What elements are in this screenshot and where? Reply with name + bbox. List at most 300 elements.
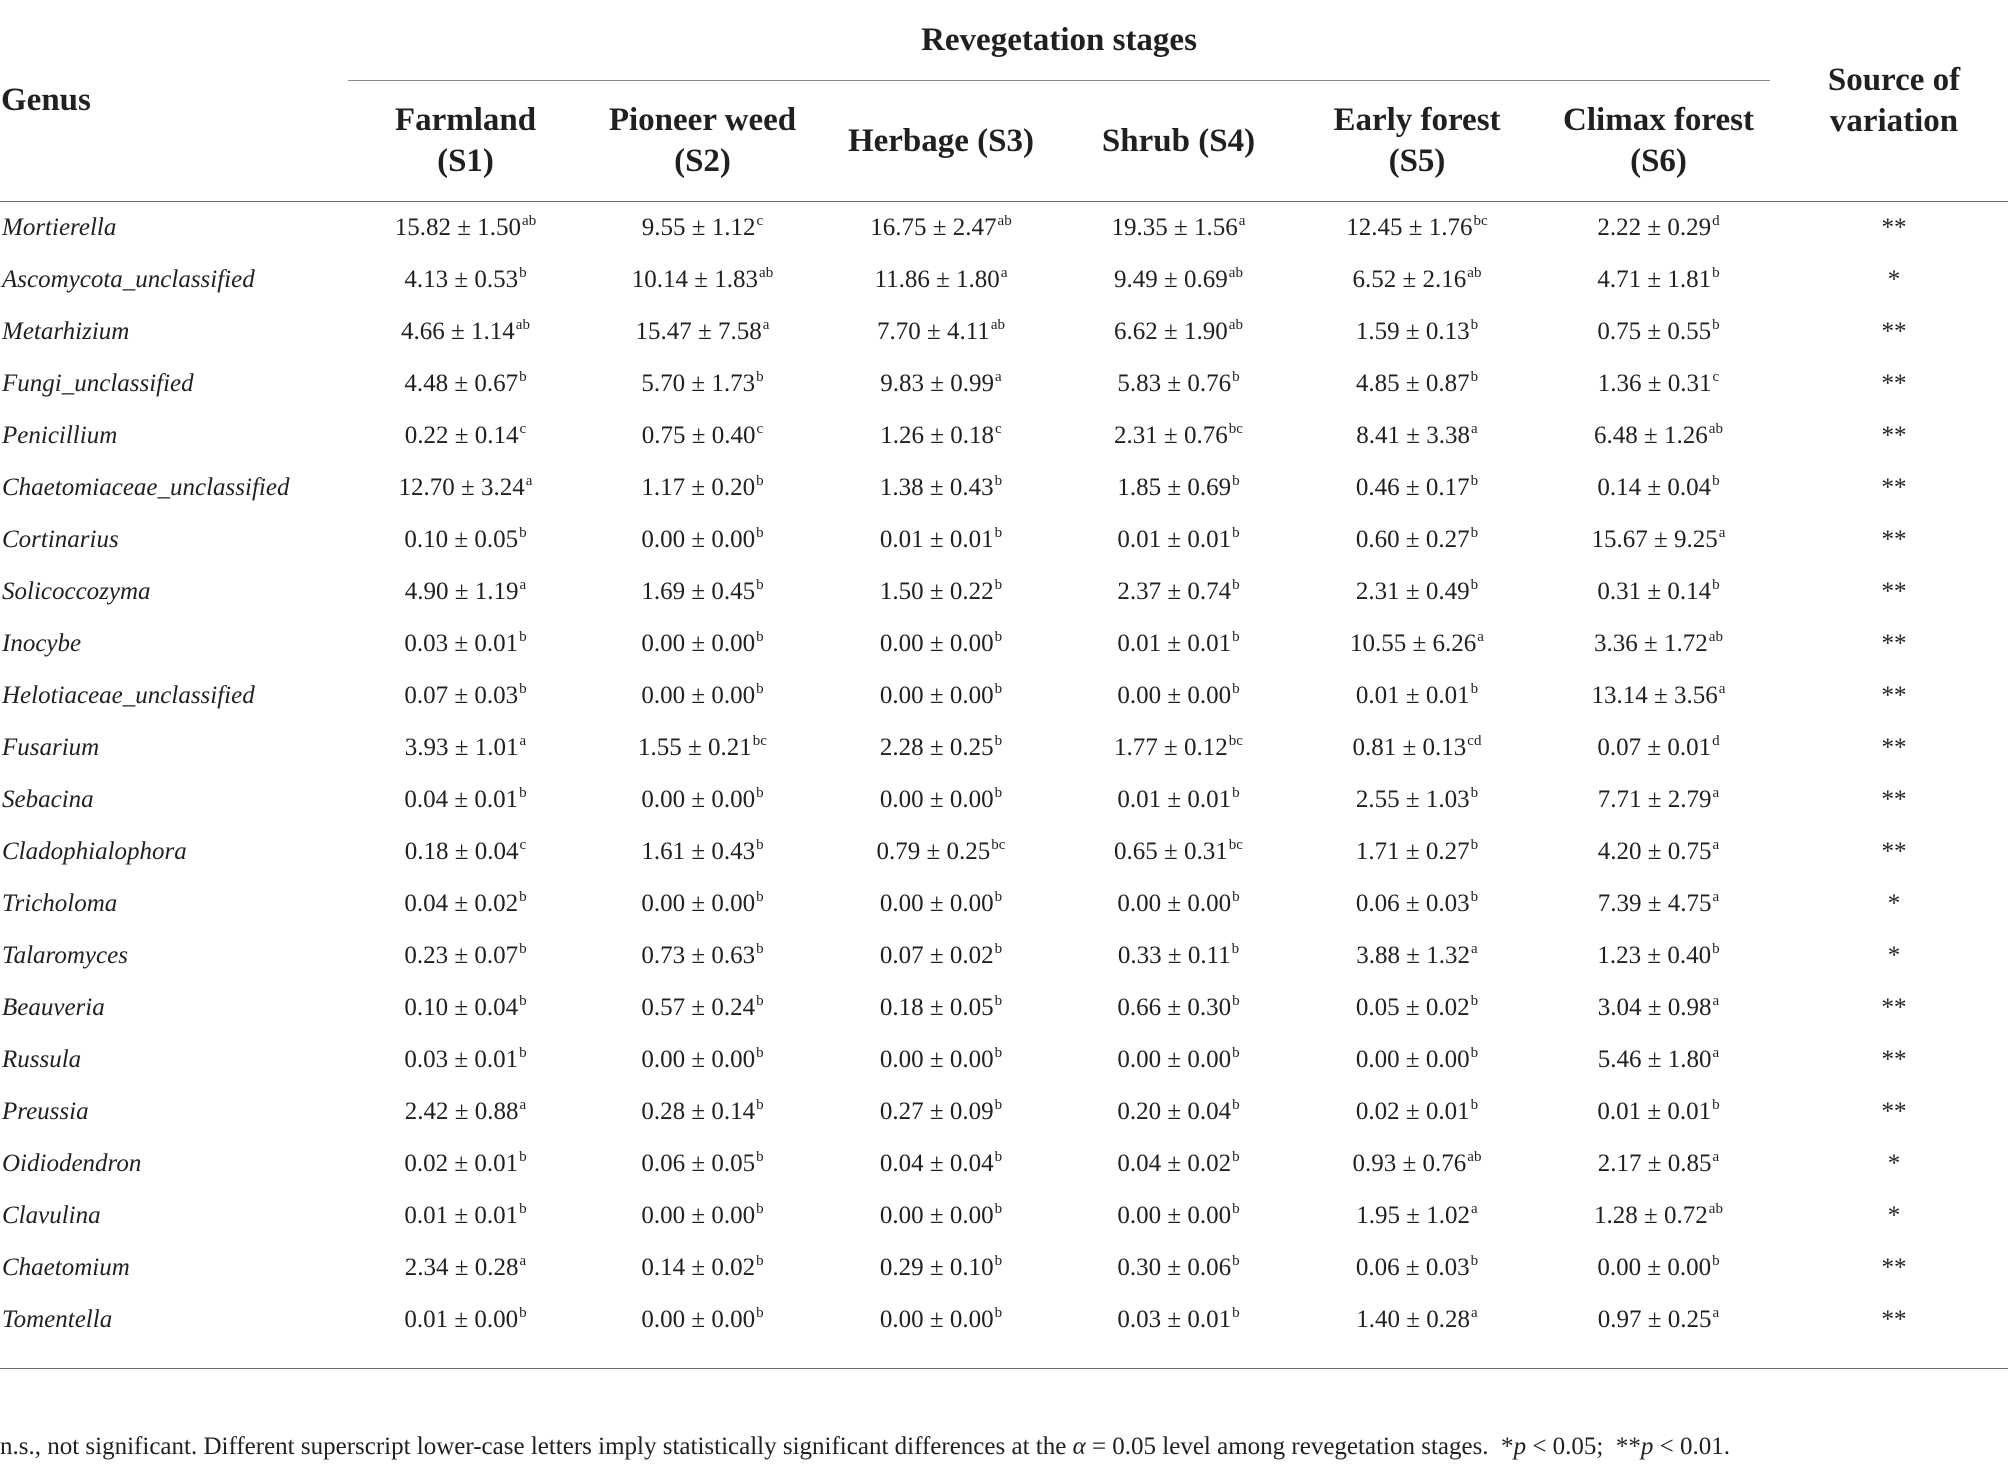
footnote-p-symbol: p: [1640, 1433, 1654, 1460]
significance-letter: b: [1232, 785, 1240, 801]
genus-cell: Chaetomium: [2, 1254, 130, 1281]
value-cell-s4: [1060, 878, 1297, 930]
source-of-variation-cell: *: [1887, 1150, 1901, 1177]
table-row: [0, 410, 2008, 462]
mean-se-value: 0.04 ± 0.02: [1117, 1150, 1232, 1177]
value-cell-s2: [583, 358, 822, 410]
footnote-text: < 0.01.: [1653, 1433, 1730, 1460]
mean-se-value: 0.27 ± 0.09: [879, 1098, 994, 1125]
value-cell-s6: [1537, 878, 1780, 930]
value-cell-s6: [1537, 462, 1780, 514]
value-cell-s5: [1297, 566, 1537, 618]
significance-letter: b: [1712, 1097, 1720, 1113]
significance-letter: b: [1712, 941, 1720, 957]
value-cell-s4: [1060, 254, 1297, 306]
mean-se-value: 0.00 ± 0.00: [879, 1306, 994, 1333]
significance-letter: b: [994, 577, 1003, 593]
mean-se-value: 0.20 ± 0.04: [1117, 1098, 1232, 1125]
value-cell-s1: [348, 254, 583, 306]
mean-se-value: 0.05 ± 0.02: [1355, 994, 1470, 1021]
value-cell-s1: [348, 1034, 583, 1086]
significance-letter: b: [1470, 1045, 1479, 1061]
mean-se-value: 0.00 ± 0.00: [879, 1046, 994, 1073]
mean-se-value: 1.85 ± 0.69: [1117, 474, 1232, 501]
significance-letter: b: [1232, 1201, 1240, 1217]
genus-cell: Sebacina: [2, 786, 94, 813]
mean-se-value: 2.22 ± 0.29: [1597, 214, 1712, 241]
value-cell-s4: [1060, 826, 1297, 878]
significance-letter: c: [995, 421, 1002, 437]
mean-se-value: 0.06 ± 0.03: [1355, 890, 1470, 917]
significance-letter: ab: [1708, 1201, 1723, 1217]
significance-letter: b: [1232, 1253, 1240, 1269]
significance-letter: a: [525, 473, 533, 489]
source-of-variation-cell: *: [1887, 942, 1901, 969]
significance-letter: b: [1470, 1253, 1479, 1269]
mean-se-value: 0.06 ± 0.03: [1355, 1254, 1470, 1281]
mean-se-value: 4.71 ± 1.81: [1597, 266, 1712, 293]
genus-cell: Oidiodendron: [2, 1150, 142, 1177]
value-cell-s1: [348, 670, 583, 722]
significance-letter: b: [994, 1253, 1003, 1269]
significance-letter: b: [756, 1149, 764, 1165]
mean-se-value: 10.55 ± 6.26: [1350, 630, 1477, 657]
significance-letter: b: [756, 785, 764, 801]
significance-letter: a: [1712, 1305, 1720, 1321]
value-cell-s6: [1537, 722, 1780, 774]
significance-letter: b: [756, 1253, 764, 1269]
value-cell-s2: [583, 1190, 822, 1242]
genus-cell: Tricholoma: [2, 890, 118, 917]
value-cell-s5: [1297, 774, 1537, 826]
genus-cell: Mortierella: [2, 214, 117, 241]
mean-se-value: 0.00 ± 0.00: [879, 1202, 994, 1229]
significance-letter: ab: [515, 317, 530, 333]
value-cell-s2: [583, 1034, 822, 1086]
value-cell-s3: [822, 826, 1060, 878]
mean-se-value: 1.23 ± 0.40: [1597, 942, 1712, 969]
value-cell-s4: [1060, 1242, 1297, 1294]
value-cell-s4: [1060, 670, 1297, 722]
mean-se-value: 1.95 ± 1.02: [1356, 1202, 1471, 1229]
source-of-variation-cell: **: [1881, 1098, 1907, 1125]
stage-header-line2: (S2): [674, 143, 731, 179]
significance-letter: c: [519, 421, 527, 437]
mean-se-value: 0.57 ± 0.24: [641, 994, 756, 1021]
significance-letter: a: [1718, 681, 1726, 697]
mean-se-value: 7.39 ± 4.75: [1597, 890, 1712, 917]
value-cell-s3: [822, 670, 1060, 722]
value-cell-s3: [822, 982, 1060, 1034]
mean-se-value: 0.00 ± 0.00: [641, 526, 756, 553]
mean-se-value: 0.06 ± 0.05: [641, 1150, 756, 1177]
mean-se-value: 2.37 ± 0.74: [1117, 578, 1232, 605]
significance-letter: b: [519, 681, 527, 697]
mean-se-value: 0.01 ± 0.01: [879, 526, 994, 553]
significance-letter: bc: [1228, 837, 1243, 853]
source-of-variation-cell: **: [1881, 474, 1907, 501]
source-of-variation-cell: **: [1881, 318, 1907, 345]
source-header-line2: variation: [1829, 102, 1959, 139]
mean-se-value: 4.20 ± 0.75: [1597, 838, 1712, 865]
value-cell-s1: [348, 878, 583, 930]
value-cell-s6: [1537, 202, 1780, 255]
significance-letter: b: [1470, 993, 1479, 1009]
mean-se-value: 0.30 ± 0.06: [1117, 1254, 1232, 1281]
mean-se-value: 0.00 ± 0.00: [641, 786, 756, 813]
value-cell-s1: [348, 826, 583, 878]
mean-se-value: 2.28 ± 0.25: [879, 734, 994, 761]
value-cell-s2: [583, 670, 822, 722]
significance-letter: a: [1718, 525, 1726, 541]
significance-letter: a: [519, 1253, 527, 1269]
significance-letter: a: [1712, 1045, 1720, 1061]
value-cell-s1: [348, 358, 583, 410]
value-cell-s5: [1297, 826, 1537, 878]
significance-letter: b: [1712, 1253, 1720, 1269]
mean-se-value: 2.17 ± 0.85: [1597, 1150, 1712, 1177]
value-cell-s4: [1060, 930, 1297, 982]
significance-letter: b: [1232, 1305, 1240, 1321]
footnote-text: < 0.05; **: [1526, 1433, 1641, 1460]
footnote-text: n.s., not significant. Different superscript lower-case letters imply statistically significant differences at the: [0, 1433, 1073, 1460]
stage-header-line1: Herbage (S3): [847, 122, 1035, 159]
genus-cell: Tomentella: [2, 1306, 113, 1333]
mean-se-value: 0.01 ± 0.01: [404, 1202, 519, 1229]
significance-letter: b: [1232, 369, 1240, 385]
value-cell-s3: [822, 722, 1060, 774]
stage-header-s1: [348, 81, 583, 202]
mean-se-value: 4.48 ± 0.67: [404, 370, 519, 397]
table-row: [0, 202, 2008, 255]
mean-se-value: 0.00 ± 0.00: [641, 890, 756, 917]
value-cell-s1: [348, 774, 583, 826]
value-cell-s2: [583, 722, 822, 774]
significance-letter: ab: [1228, 265, 1243, 281]
genus-cell: Russula: [2, 1046, 82, 1073]
mean-se-value: 0.01 ± 0.01: [1117, 630, 1232, 657]
mean-se-value: 0.10 ± 0.04: [404, 994, 519, 1021]
value-cell-s3: [822, 1138, 1060, 1190]
value-cell-s2: [583, 930, 822, 982]
value-cell-s2: [583, 410, 822, 462]
significance-letter: a: [762, 317, 770, 333]
mean-se-value: 0.79 ± 0.25: [876, 838, 991, 865]
significance-letter: b: [994, 1149, 1003, 1165]
significance-letter: c: [1712, 369, 1720, 385]
mean-se-value: 1.71 ± 0.27: [1355, 838, 1470, 865]
value-cell-s2: [583, 1294, 822, 1346]
mean-se-value: 0.00 ± 0.00: [641, 1306, 756, 1333]
value-cell-s6: [1537, 514, 1780, 566]
mean-se-value: 9.55 ± 1.12: [641, 214, 756, 241]
mean-se-value: 1.69 ± 0.45: [641, 578, 756, 605]
mean-se-value: 0.66 ± 0.30: [1117, 994, 1232, 1021]
stage-header-s2: [583, 81, 822, 202]
value-cell-s5: [1297, 410, 1537, 462]
value-cell-s3: [822, 1294, 1060, 1346]
revegetation-stages-header: [348, 0, 1780, 81]
significance-letter: bc: [1228, 421, 1243, 437]
genus-cell: Inocybe: [2, 630, 82, 657]
value-cell-s3: [822, 358, 1060, 410]
mean-se-value: 1.26 ± 0.18: [880, 422, 995, 449]
significance-letter: b: [994, 1201, 1003, 1217]
value-cell-s5: [1297, 878, 1537, 930]
value-cell-s2: [583, 1242, 822, 1294]
mean-se-value: 2.31 ± 0.49: [1355, 578, 1470, 605]
stage-header-s4: [1060, 81, 1297, 202]
mean-se-value: 11.86 ± 1.80: [874, 266, 1000, 293]
significance-letter: b: [994, 473, 1003, 489]
mean-se-value: 0.29 ± 0.10: [879, 1254, 994, 1281]
significance-letter: b: [1470, 577, 1479, 593]
mean-se-value: 0.28 ± 0.14: [641, 1098, 756, 1125]
value-cell-s5: [1297, 1294, 1537, 1346]
source-of-variation-cell: **: [1881, 422, 1907, 449]
value-cell-s6: [1537, 982, 1780, 1034]
mean-se-value: 1.38 ± 0.43: [879, 474, 994, 501]
mean-se-value: 0.07 ± 0.03: [404, 682, 519, 709]
mean-se-value: 0.18 ± 0.05: [879, 994, 994, 1021]
mean-se-value: 1.77 ± 0.12: [1114, 734, 1228, 761]
significance-letter: b: [1470, 1097, 1479, 1113]
value-cell-s6: [1537, 1242, 1780, 1294]
significance-letter: b: [1232, 629, 1240, 645]
significance-letter: a: [519, 733, 527, 749]
significance-letter: a: [1238, 213, 1246, 229]
value-cell-s5: [1297, 670, 1537, 722]
value-cell-s6: [1537, 410, 1780, 462]
mean-se-value: 0.75 ± 0.55: [1597, 318, 1712, 345]
mean-se-value: 0.60 ± 0.27: [1355, 526, 1470, 553]
stage-header-line1: Early forest: [1333, 102, 1501, 138]
significance-letter: cd: [1467, 733, 1482, 749]
mean-se-value: 0.02 ± 0.01: [404, 1150, 519, 1177]
significance-letter: b: [756, 473, 764, 489]
mean-se-value: 15.47 ± 7.58: [635, 318, 762, 345]
significance-letter: ab: [990, 317, 1005, 333]
mean-se-value: 0.65 ± 0.31: [1114, 838, 1228, 865]
significance-letter: a: [995, 369, 1002, 385]
mean-se-value: 0.00 ± 0.00: [879, 786, 994, 813]
table-row: [0, 462, 2008, 514]
value-cell-s1: [348, 462, 583, 514]
significance-letter: c: [756, 213, 764, 229]
significance-letter: b: [756, 577, 764, 593]
mean-se-value: 0.33 ± 0.11: [1117, 942, 1231, 969]
value-cell-s3: [822, 254, 1060, 306]
significance-letter: b: [1712, 577, 1720, 593]
source-of-variation-cell: **: [1881, 1306, 1907, 1333]
significance-letter: b: [1232, 1045, 1240, 1061]
value-cell-s3: [822, 618, 1060, 670]
value-cell-s1: [348, 930, 583, 982]
significance-letter: b: [1470, 317, 1479, 333]
significance-letter: b: [994, 889, 1003, 905]
value-cell-s3: [822, 1242, 1060, 1294]
value-cell-s6: [1537, 1294, 1780, 1346]
value-cell-s5: [1297, 254, 1537, 306]
genus-cell: Beauveria: [2, 994, 105, 1021]
value-cell-s3: [822, 878, 1060, 930]
value-cell-s5: [1297, 1086, 1537, 1138]
stage-header-line1: Climax forest: [1563, 102, 1754, 138]
source-header-line1: Source of: [1827, 61, 1961, 98]
significance-letter: ab: [1467, 265, 1482, 281]
significance-letter: b: [756, 525, 764, 541]
value-cell-s1: [348, 1190, 583, 1242]
value-cell-s4: [1060, 202, 1297, 255]
significance-letter: b: [756, 1305, 764, 1321]
source-of-variation-cell: *: [1887, 266, 1901, 293]
value-cell-s4: [1060, 1086, 1297, 1138]
significance-letter: a: [1471, 941, 1478, 957]
value-cell-s4: [1060, 566, 1297, 618]
table-row: [0, 982, 2008, 1034]
mean-se-value: 5.70 ± 1.73: [641, 370, 756, 397]
genus-cell: Ascomycota_unclassified: [2, 266, 255, 293]
significance-letter: b: [1712, 473, 1720, 489]
source-of-variation-cell: **: [1881, 994, 1907, 1021]
significance-letter: a: [1471, 1305, 1478, 1321]
significance-letter: b: [519, 941, 527, 957]
genus-cell: Fusarium: [2, 734, 100, 761]
significance-letter: b: [1232, 889, 1240, 905]
revegetation-stages-label: Revegetation stages: [348, 0, 1770, 81]
value-cell-s1: [348, 1242, 583, 1294]
mean-se-value: 1.36 ± 0.31: [1597, 370, 1712, 397]
mean-se-value: 15.82 ± 1.50: [394, 214, 522, 241]
mean-se-value: 2.34 ± 0.28: [404, 1254, 519, 1281]
mean-se-value: 15.67 ± 9.25: [1591, 526, 1718, 553]
significance-letter: a: [1471, 1201, 1478, 1217]
value-cell-s4: [1060, 1294, 1297, 1346]
value-cell-s5: [1297, 358, 1537, 410]
significance-letter: b: [519, 1149, 527, 1165]
mean-se-value: 1.55 ± 0.21: [638, 734, 752, 761]
mean-se-value: 0.00 ± 0.00: [1117, 682, 1232, 709]
table-row: [0, 774, 2008, 826]
value-cell-s3: [822, 1034, 1060, 1086]
mean-se-value: 7.71 ± 2.79: [1597, 786, 1712, 813]
significance-letter: b: [994, 681, 1003, 697]
source-of-variation-cell: **: [1881, 786, 1907, 813]
mean-se-value: 0.01 ± 0.01: [1597, 1098, 1712, 1125]
significance-letter: ab: [997, 213, 1012, 229]
stage-header-line1: Farmland: [394, 102, 537, 138]
stage-header-s6: [1537, 81, 1780, 202]
significance-letter: b: [519, 1201, 527, 1217]
mean-se-value: 0.81 ± 0.13: [1352, 734, 1467, 761]
significance-letter: b: [756, 837, 764, 853]
mean-se-value: 6.62 ± 1.90: [1114, 318, 1228, 345]
mean-se-value: 3.93 ± 1.01: [404, 734, 519, 761]
mean-se-value: 0.00 ± 0.00: [641, 630, 756, 657]
mean-se-value: 1.50 ± 0.22: [879, 578, 994, 605]
value-cell-s1: [348, 202, 583, 255]
value-cell-s4: [1060, 618, 1297, 670]
value-cell-s1: [348, 618, 583, 670]
table-row: [0, 358, 2008, 410]
source-of-variation-cell: **: [1881, 734, 1907, 761]
header-row-top: [0, 0, 2008, 81]
value-cell-s3: [822, 930, 1060, 982]
significance-letter: c: [519, 837, 527, 853]
mean-se-value: 0.00 ± 0.00: [1597, 1254, 1712, 1281]
value-cell-s2: [583, 202, 822, 255]
source-of-variation-cell: **: [1881, 214, 1907, 241]
significance-letter: d: [1712, 733, 1720, 749]
significance-letter: d: [1712, 213, 1720, 229]
significance-letter: b: [1712, 317, 1720, 333]
source-of-variation-cell: **: [1881, 1046, 1907, 1073]
value-cell-s4: [1060, 306, 1297, 358]
value-cell-s6: [1537, 618, 1780, 670]
source-of-variation-cell: **: [1881, 630, 1907, 657]
value-cell-s6: [1537, 358, 1780, 410]
significance-letter: b: [1232, 993, 1240, 1009]
value-cell-s6: [1537, 1086, 1780, 1138]
mean-se-value: 10.14 ± 1.83: [631, 266, 759, 293]
significance-letter: ab: [1228, 317, 1243, 333]
table-row: [0, 670, 2008, 722]
significance-letter: b: [1232, 1149, 1240, 1165]
mean-se-value: 3.88 ± 1.32: [1356, 942, 1471, 969]
genus-cell: Metarhizium: [2, 318, 130, 345]
mean-se-value: 1.28 ± 0.72: [1594, 1202, 1708, 1229]
value-cell-s5: [1297, 930, 1537, 982]
value-cell-s4: [1060, 1190, 1297, 1242]
value-cell-s1: [348, 982, 583, 1034]
value-cell-s5: [1297, 722, 1537, 774]
mean-se-value: 0.14 ± 0.02: [641, 1254, 756, 1281]
value-cell-s3: [822, 566, 1060, 618]
table-row: [0, 306, 2008, 358]
value-cell-s4: [1060, 774, 1297, 826]
significance-letter: b: [756, 369, 764, 385]
mean-se-value: 6.48 ± 1.26: [1594, 422, 1708, 449]
genus-column-header: Genus: [0, 0, 348, 202]
significance-letter: b: [1470, 369, 1479, 385]
table-row: [0, 566, 2008, 618]
value-cell-s5: [1297, 618, 1537, 670]
table-row: [0, 930, 2008, 982]
mean-se-value: 16.75 ± 2.47: [870, 214, 997, 241]
table-row: [0, 514, 2008, 566]
table-row: [0, 826, 2008, 878]
significance-letter: a: [1712, 837, 1720, 853]
source-of-variation-cell: **: [1881, 1254, 1907, 1281]
significance-letter: c: [756, 421, 764, 437]
mean-se-value: 0.01 ± 0.01: [1117, 526, 1232, 553]
value-cell-s3: [822, 514, 1060, 566]
value-cell-s4: [1060, 722, 1297, 774]
value-cell-s6: [1537, 1190, 1780, 1242]
source-of-variation-cell: **: [1881, 370, 1907, 397]
significance-letter: b: [756, 681, 764, 697]
significance-letter: b: [994, 525, 1003, 541]
value-cell-s3: [822, 1086, 1060, 1138]
significance-letter: bc: [991, 837, 1006, 853]
significance-letter: b: [756, 1201, 764, 1217]
mean-se-value: 4.13 ± 0.53: [404, 266, 519, 293]
significance-letter: b: [756, 993, 764, 1009]
table-header: [0, 0, 2008, 202]
value-cell-s3: [822, 1190, 1060, 1242]
value-cell-s4: [1060, 982, 1297, 1034]
mean-se-value: 0.01 ± 0.01: [1117, 786, 1232, 813]
